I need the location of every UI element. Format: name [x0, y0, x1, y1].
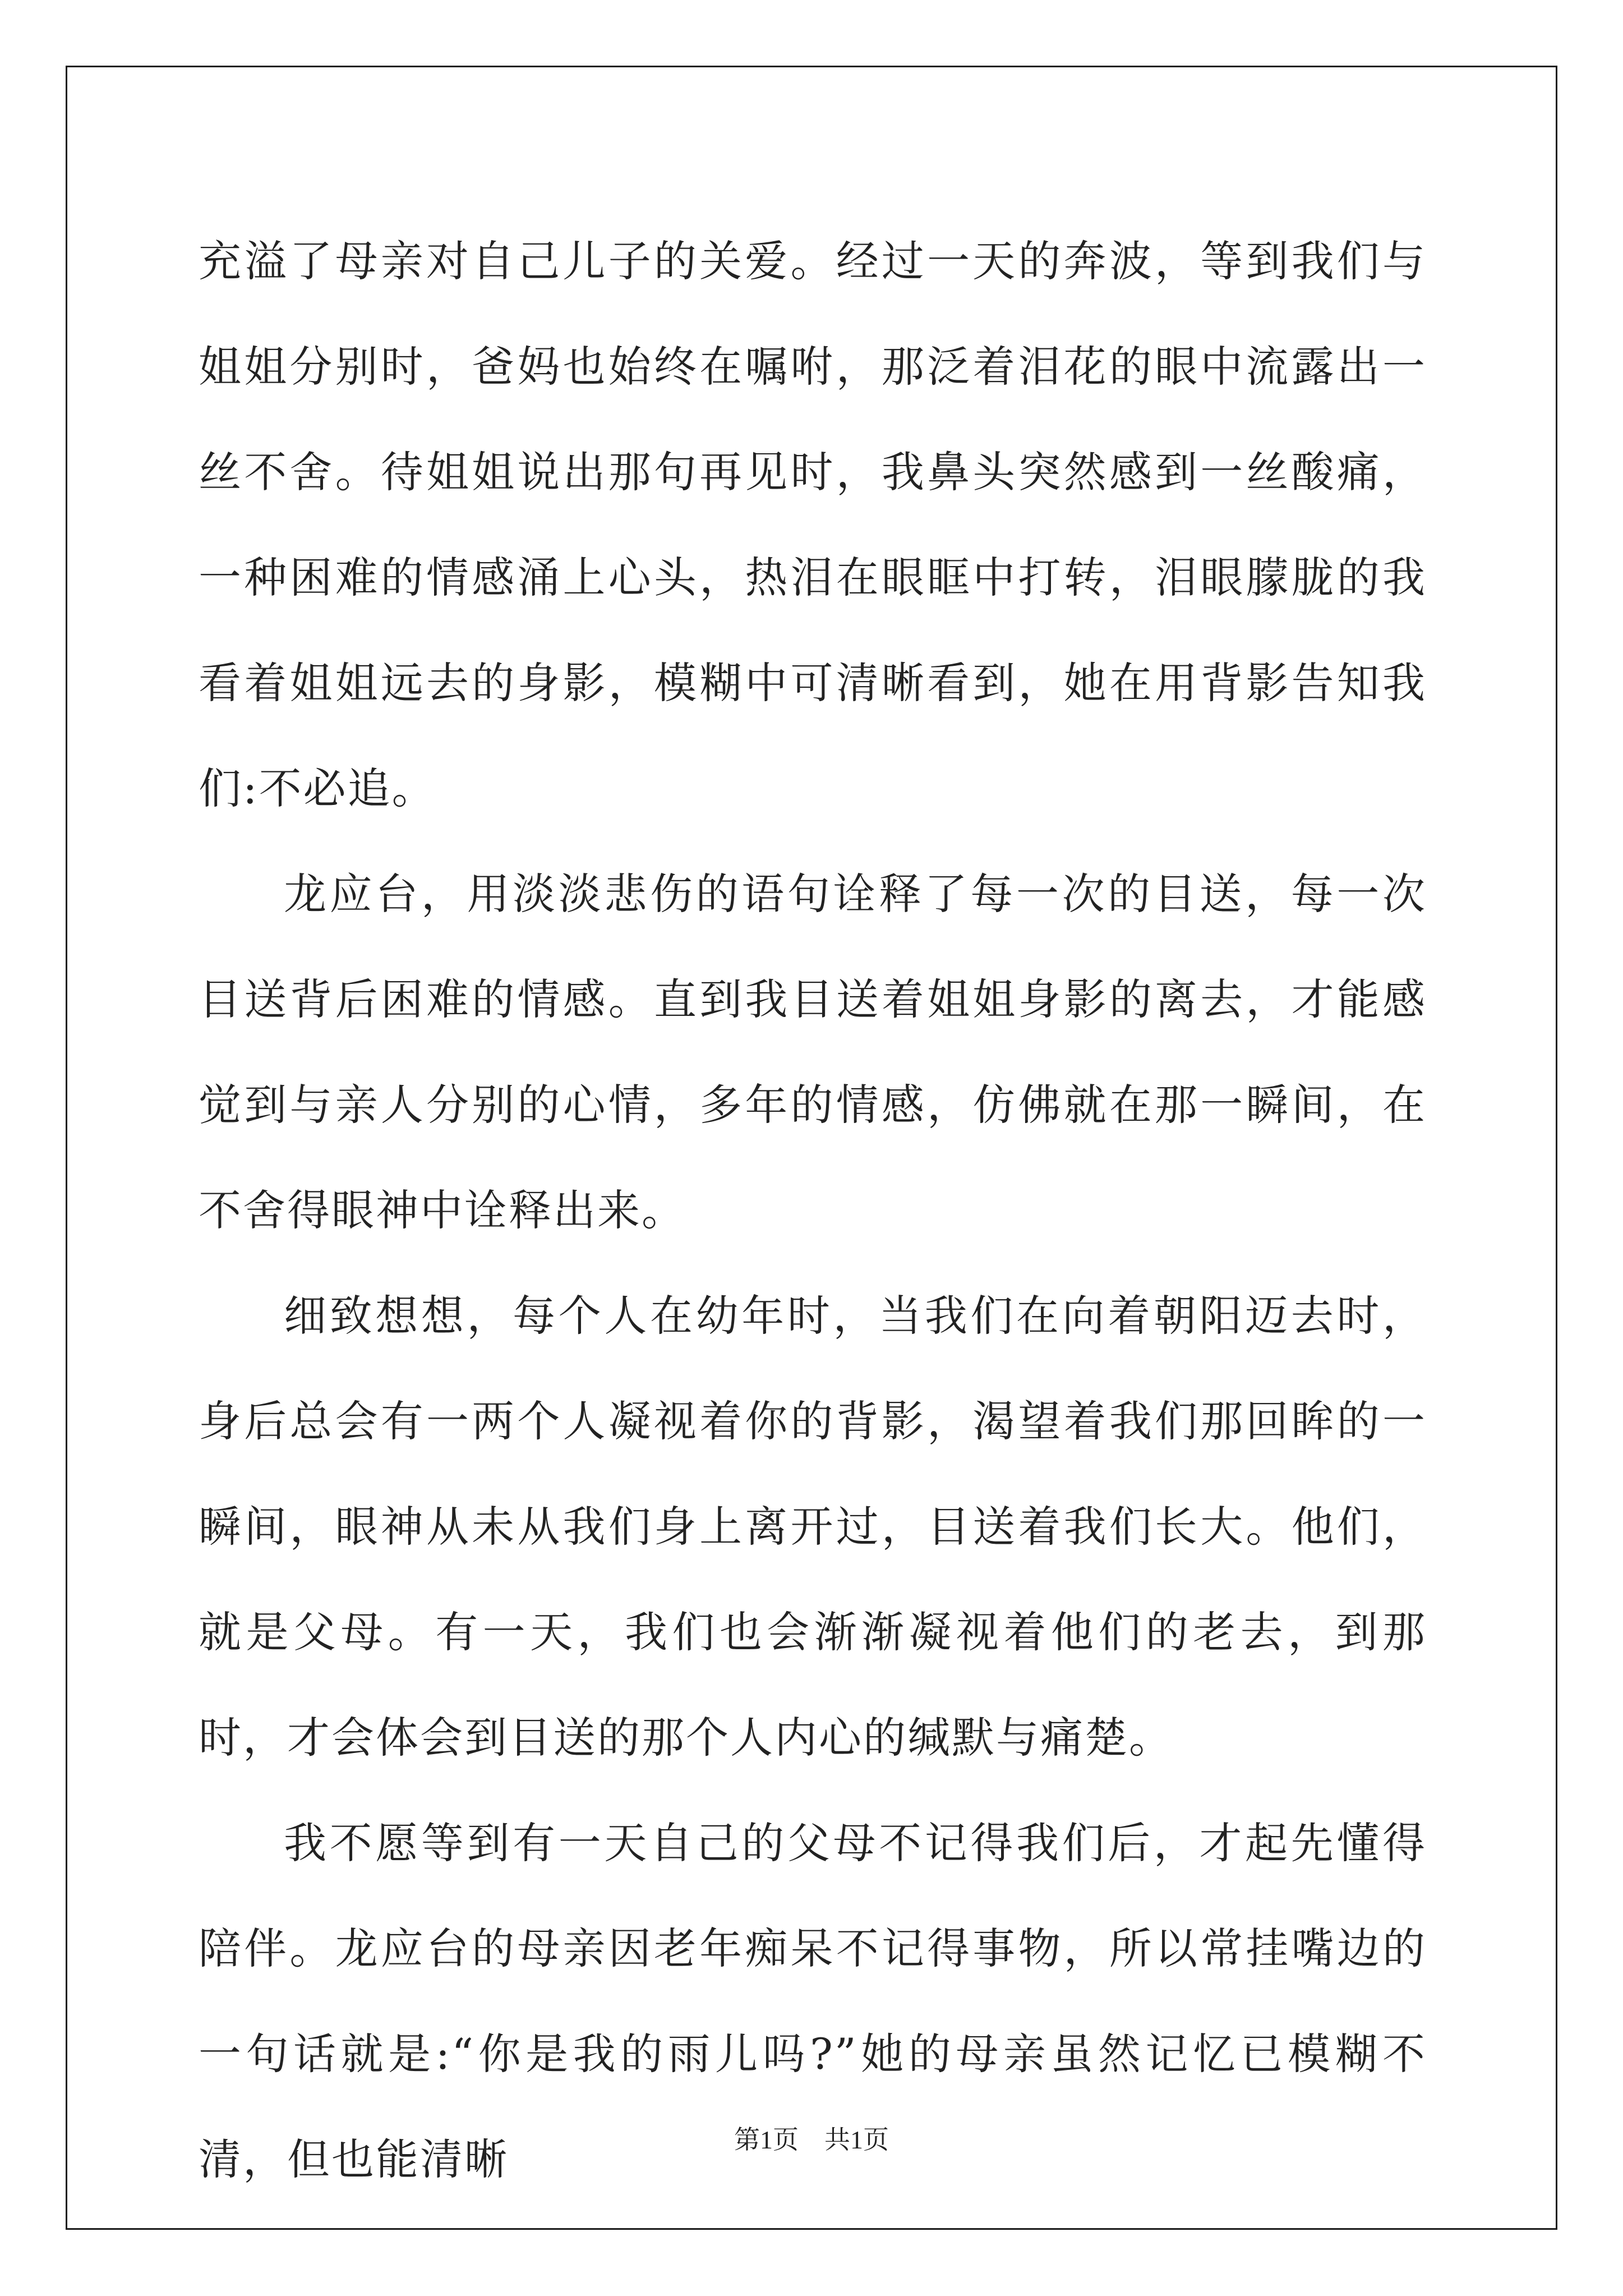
- paragraph: 充溢了母亲对自己儿子的关爱。经过一天的奔波，等到我们与姐姐分别时，爸妈也始终在嘱咐，那泛着泪花的眼中流露出一丝不舍。待姐姐说出那句再见时，我鼻头突然感到一丝酸痛，一种困难的情感涌上心头，热泪在眼眶中打转，泪眼朦胧的我看着姐姐远去的身影，模糊中可清晰看到，她在用背影告知我们:不必追。: [199, 236, 1427, 813]
- paragraph: 龙应台，用淡淡悲伤的语句诠释了每一次的目送，每一次目送背后困难的情感。直到我目送着姐姐身影的离去，才能感觉到与亲人分别的心情，多年的情感，仿佛就在那一瞬间，在不舍得眼神中诠释出来。: [199, 869, 1427, 1235]
- document-body: [199, 209, 1427, 2212]
- page-number-footer: 第1页 共1页: [734, 2125, 889, 2154]
- paragraph: 细致想想，每个人在幼年时，当我们在向着朝阳迈去时，身后总会有一两个人凝视着你的背影，渴望着我们那回眸的一瞬间，眼神从未从我们身上离开过，目送着我们长大。他们，就是父母。有一天，我们也会渐渐凝视着他们的老去，到那时，才会体会到目送的那个人内心的缄默与痛楚。: [199, 1291, 1427, 1763]
- paragraph: 我不愿等到有一天自己的父母不记得我们后，才起先懂得陪伴。龙应台的母亲因老年痴呆不记得事物，所以常挂嘴边的一句话就是:“你是我的雨儿吗?”她的母亲虽然记忆已模糊不清，但也能清晰: [199, 1818, 1427, 2184]
